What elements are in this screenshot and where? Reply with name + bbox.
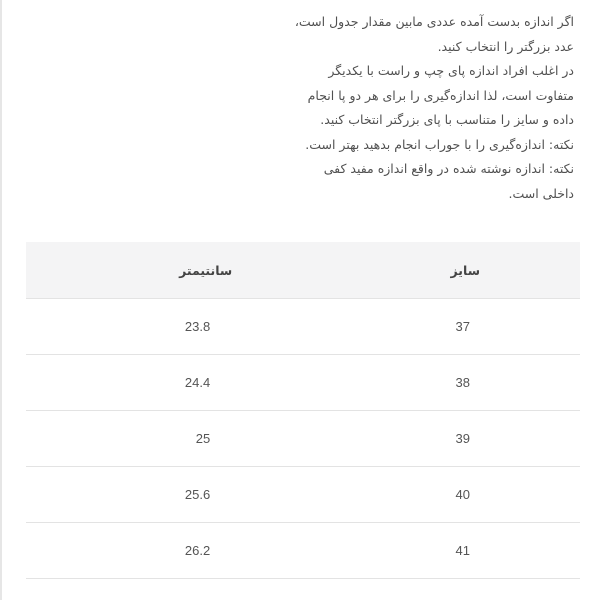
centimeter-cell: 23.8 <box>26 299 290 355</box>
size-cell: 37 <box>290 299 580 355</box>
note-line: نکته: اندازه‌گیری را با جوراب انجام بدهید بهتر است. <box>305 136 574 152</box>
size-cell: 39 <box>290 411 580 467</box>
size-cell: 38 <box>290 355 580 411</box>
size-guide-notes <box>274 10 574 206</box>
centimeter-cell: 25.6 <box>26 467 290 523</box>
table-row <box>26 411 580 467</box>
table-row <box>26 355 580 411</box>
centimeter-cell: 24.4 <box>26 355 290 411</box>
note-line: عدد بزرگتر را انتخاب کنید. <box>437 38 574 54</box>
table-row <box>26 299 580 355</box>
note-line: نکته: اندازه نوشته شده در واقع اندازه مفید کفی <box>323 161 574 176</box>
left-border <box>0 0 2 600</box>
note-line: متفاوت است، لذا اندازه‌گیری را برای هر دو پا انجام <box>307 87 574 103</box>
centimeter-cell: 25 <box>26 411 290 467</box>
centimeter-cell: 26.2 <box>26 523 290 579</box>
note-line: داخلی است. <box>508 185 574 201</box>
size-column-header: سایز <box>290 242 580 299</box>
size-chart-table <box>26 242 580 579</box>
note-line: داده و سایز را متناسب با پای بزرگتر انتخاب کنید. <box>320 112 574 127</box>
note-line: اگر اندازه بدست آمده عددی مابین مقدار جدول است، <box>294 14 574 29</box>
table-header-row <box>26 242 580 299</box>
centimeter-column-header: سانتیمتر <box>26 242 290 299</box>
size-cell: 40 <box>290 467 580 523</box>
table-row <box>26 467 580 523</box>
note-line: در اغلب افراد اندازه پای چپ و راست با یکدیگر <box>328 63 574 78</box>
size-cell: 41 <box>290 523 580 579</box>
table-row <box>26 523 580 579</box>
